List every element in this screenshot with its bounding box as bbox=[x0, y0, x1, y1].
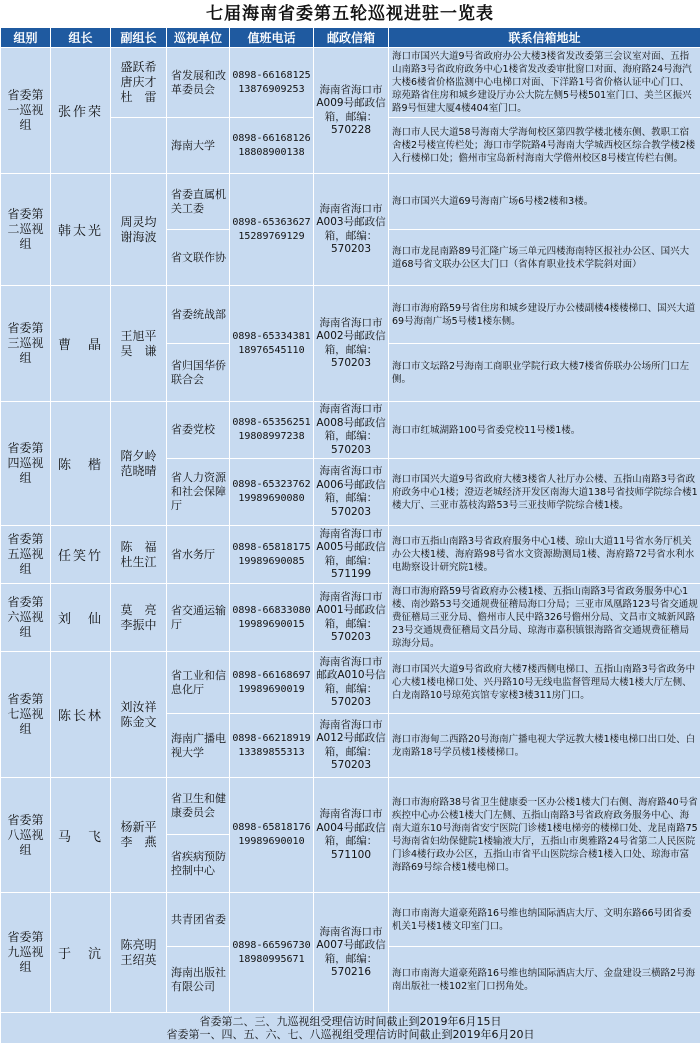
inspected-unit: 省归国华侨联合会 bbox=[167, 344, 230, 402]
inspected-unit: 海南出版社有限公司 bbox=[167, 947, 230, 1013]
contact-address: 海口市海府路59号省政府办公楼1楼、五指山南路3号省政务服务中心1楼、南沙路53号交通规费征稽局海口分局；三亚市凤凰路123号省交通规费征稽局三亚分局、儋州市人民中路326号儋州分局、文昌市文城新风路23号交通规费征稽局文昌分局、琼海市嘉积镇银海路省交通规费征稽局琼海分局。 bbox=[389, 584, 700, 652]
duty-phone: 0898-65334381 18976545110 bbox=[230, 286, 314, 402]
postal-mailbox: 海南省海口市A007号邮政信箱，邮编：570216 bbox=[314, 893, 389, 1013]
inspected-unit: 共青团省委 bbox=[167, 893, 230, 947]
postal-mailbox: 海南省海口市A004号邮政信箱，邮编：571100 bbox=[314, 778, 389, 893]
group-deputy-spacer bbox=[111, 118, 167, 174]
group-name: 省委第四巡视组 bbox=[1, 402, 51, 526]
contact-address: 海口市红城湖路100号省委党校11号楼1楼。 bbox=[389, 402, 700, 459]
postal-mailbox: 海南省海口市A005号邮政信箱，邮编：571199 bbox=[314, 526, 389, 584]
duty-phone: 0898-65363627 15289769129 bbox=[230, 174, 314, 286]
table-row bbox=[1, 48, 700, 118]
group-name: 省委第五巡视组 bbox=[1, 526, 51, 584]
group-leader: 曹 晶 bbox=[51, 286, 111, 402]
inspected-unit: 省文联作协 bbox=[167, 230, 230, 286]
footer-note bbox=[1, 1013, 700, 1044]
duty-phone: 0898-66833080 19989690015 bbox=[230, 584, 314, 652]
roster-table bbox=[0, 27, 700, 1044]
group-deputy: 王旭平 吴 谦 bbox=[111, 286, 167, 402]
postal-mailbox: 海南省海口市A003号邮政信箱，邮编：570203 bbox=[314, 174, 389, 286]
footer-line-1: 省委第二、三、九巡视组受理信访时间截止到2019年6月15日 bbox=[3, 1015, 698, 1028]
inspected-unit: 省发展和改革委员会 bbox=[167, 48, 230, 118]
group-name: 省委第一巡视组 bbox=[1, 48, 51, 174]
group-name: 省委第八巡视组 bbox=[1, 778, 51, 893]
contact-address: 海口市海府路38号省卫生健康委一区办公楼1楼大门右侧、海府路40号省疾控中心办公楼1楼大门左侧、五指山南路3号省政府政务服务中心、海南大道东10号海南省安宁医院门诊楼1楼电梯旁的楼梯口处、龙昆南路75号海南省妇幼保健院1楼输液大厅，五指山市奥雅路24号省第二人民医院门诊4楼行政办公区，五指山市省平山医院综合楼1楼入口处、琼海市富海路69号综合楼1楼电梯口。 bbox=[389, 778, 700, 893]
footer-row bbox=[1, 1013, 700, 1044]
group-name: 省委第三巡视组 bbox=[1, 286, 51, 402]
group-leader: 任笑竹 bbox=[51, 526, 111, 584]
inspected-unit: 海南广播电视大学 bbox=[167, 714, 230, 778]
table-row bbox=[1, 286, 700, 344]
postal-mailbox: 海南省海口市A001号邮政信箱，邮编：570203 bbox=[314, 584, 389, 652]
postal-mailbox: 海南省海口市A008号邮政信箱，邮编：570203 bbox=[314, 402, 389, 459]
table-row bbox=[1, 893, 700, 947]
inspected-unit: 省水务厅 bbox=[167, 526, 230, 584]
contact-address: 海口市人民大道58号海南大学海甸校区第四教学楼北楼东侧、教职工宿舍楼2号楼宣传栏处；海口市学院路4号海南大学城西校区综合教学楼2楼入行楼梯口处；儋州市宝岛新村海南大学儋州校区8号楼宣传栏右侧。 bbox=[389, 118, 700, 174]
col-header-deputy: 副组长 bbox=[111, 28, 167, 48]
col-header-mailbox: 邮政信箱 bbox=[314, 28, 389, 48]
group-deputy: 陈 福 杜生江 bbox=[111, 526, 167, 584]
group-name: 省委第二巡视组 bbox=[1, 174, 51, 286]
group-deputy: 周灵均 谢海波 bbox=[111, 174, 167, 286]
postal-mailbox: 海南省海口市邮政A010号信箱，邮编：570203 bbox=[314, 652, 389, 714]
group-name: 省委第七巡视组 bbox=[1, 652, 51, 778]
contact-address: 海口市南海大道豪苑路16号维也纳国际酒店大厅、文明东路66号团省委机关1号楼1楼文印室门口。 bbox=[389, 893, 700, 947]
contact-address: 海口市国兴大道9号省政府大楼7楼西侧电梯口、五指山南路3号省政务中心大楼1楼电梯口处、兴丹路10号无线电监督管理局大楼1楼大厅左侧、白龙南路10号琼苑宾馆专家楼3楼311房门口。 bbox=[389, 652, 700, 714]
postal-mailbox: 海南省海口市A006号邮政信箱，邮编：570203 bbox=[314, 459, 389, 526]
postal-mailbox: 海南省海口市A002号邮政信箱，邮编：570203 bbox=[314, 286, 389, 402]
duty-phone: 0898-65356251 19808997238 bbox=[230, 402, 314, 459]
duty-phone: 0898-65818176 19989690010 bbox=[230, 778, 314, 893]
inspected-unit: 省人力资源和社会保障厅 bbox=[167, 459, 230, 526]
duty-phone: 0898-66168126 18808900138 bbox=[230, 118, 314, 174]
group-deputy: 陈亮明 王绍英 bbox=[111, 893, 167, 1013]
table-row bbox=[1, 778, 700, 835]
duty-phone: 0898-66218919 13389855313 bbox=[230, 714, 314, 778]
group-leader: 于 沆 bbox=[51, 893, 111, 1013]
inspected-unit: 省疾病预防控制中心 bbox=[167, 835, 230, 893]
col-header-phone: 值班电话 bbox=[230, 28, 314, 48]
col-header-group: 组别 bbox=[1, 28, 51, 48]
duty-phone: 0898-65818175 19989690085 bbox=[230, 526, 314, 584]
group-name: 省委第六巡视组 bbox=[1, 584, 51, 652]
group-deputy: 盛跃希 唐庆才 杜 雷 bbox=[111, 48, 167, 118]
inspected-unit: 省工业和信息化厅 bbox=[167, 652, 230, 714]
duty-phone: 0898-66596730 18980995671 bbox=[230, 893, 314, 1013]
postal-mailbox: 海南省海口市A012号邮政信箱，邮编：570203 bbox=[314, 714, 389, 778]
contact-address: 海口市五指山南路3号省政府服务中心1楼、琼山大道11号省水务厅机关办公大楼1楼、海府路98号省水文资源勘测局1楼、海府路72号省水利水电勘察设计研究院1楼。 bbox=[389, 526, 700, 584]
inspected-unit: 省交通运输厅 bbox=[167, 584, 230, 652]
group-deputy: 杨新平 李 燕 bbox=[111, 778, 167, 893]
col-header-address: 联系信箱地址 bbox=[389, 28, 700, 48]
col-header-leader: 组长 bbox=[51, 28, 111, 48]
table-row bbox=[1, 402, 700, 459]
header-row bbox=[1, 28, 700, 48]
table-row bbox=[1, 584, 700, 652]
table-row bbox=[1, 652, 700, 714]
inspected-unit: 海南大学 bbox=[167, 118, 230, 174]
postal-mailbox: 海南省海口市A009号邮政信箱，邮编：570228 bbox=[314, 48, 389, 174]
contact-address: 海口市龙昆南路89号汇隆广场三单元四楼海南特区报社办公区、国兴大道68号省文联办公区大门口（省体育职业技术学院斜对面） bbox=[389, 230, 700, 286]
group-deputy: 莫 亮 李振中 bbox=[111, 584, 167, 652]
group-deputy: 刘汝祥 陈金文 bbox=[111, 652, 167, 778]
footer-line-2: 省委第一、四、五、六、七、八巡视组受理信访时间截止到2019年6月20日 bbox=[3, 1028, 698, 1041]
duty-phone: 0898-66168125 13876909253 bbox=[230, 48, 314, 118]
contact-address: 海口市海府路59号省住房和城乡建设厅办公楼副楼4楼楼梯口、国兴大道69号海南广场5号楼1楼东侧。 bbox=[389, 286, 700, 344]
group-deputy: 隋夕岭 范晓晴 bbox=[111, 402, 167, 526]
group-leader: 刘 仙 bbox=[51, 584, 111, 652]
inspected-unit: 省卫生和健康委员会 bbox=[167, 778, 230, 835]
contact-address: 海口市国兴大道9号省政府大楼3楼省人社厅办公楼、五指山南路3号省政府政务中心1楼；澄迈老城经济开发区南海大道138号省技师学院综合楼1楼大厅、三亚市荔枝沟路53号三亚技师学院综合楼1楼。 bbox=[389, 459, 700, 526]
duty-phone: 0898-66168697 19989690019 bbox=[230, 652, 314, 714]
group-leader: 马 飞 bbox=[51, 778, 111, 893]
page-title: 七届海南省委第五轮巡视进驻一览表 bbox=[0, 0, 700, 26]
duty-phone: 0898-65323762 19989690080 bbox=[230, 459, 314, 526]
contact-address: 海口市南海大道豪苑路16号维也纳国际酒店大厅、金盘建设三横路2号海南出版社一楼102室门口拐角处。 bbox=[389, 947, 700, 1013]
inspected-unit: 省委党校 bbox=[167, 402, 230, 459]
group-leader: 陈长林 bbox=[51, 652, 111, 778]
group-leader: 韩太光 bbox=[51, 174, 111, 286]
table-row bbox=[1, 174, 700, 230]
table-row bbox=[1, 526, 700, 584]
group-name: 省委第九巡视组 bbox=[1, 893, 51, 1013]
contact-address: 海口市国兴大道9号省政府办公大楼3楼省发改委第三会议室对面、五指山南路3号省政府政务中心1楼省发改委审批窗口对面、海府路24号海汽大楼6楼省价格监测中心电梯口对面、下洋路1号省价格认证中心门口、琼苑路省住房和城乡建设厅办公大院左侧5号楼501室门口、美兰区振兴路9号恒建大厦4楼404室门口。 bbox=[389, 48, 700, 118]
contact-address: 海口市国兴大道69号海南广场6号楼2楼和3楼。 bbox=[389, 174, 700, 230]
group-leader: 张作荣 bbox=[51, 48, 111, 174]
contact-address: 海口市海甸二西路20号海南广播电视大学远教大楼1楼电梯口出口处、白龙南路18号学员楼1楼楼梯口。 bbox=[389, 714, 700, 778]
col-header-unit: 巡视单位 bbox=[167, 28, 230, 48]
inspected-unit: 省委直属机关工委 bbox=[167, 174, 230, 230]
inspected-unit: 省委统战部 bbox=[167, 286, 230, 344]
group-leader: 陈 楷 bbox=[51, 402, 111, 526]
contact-address: 海口市文坛路2号海南工商职业学院行政大楼7楼省侨联办公场所门口左侧。 bbox=[389, 344, 700, 402]
